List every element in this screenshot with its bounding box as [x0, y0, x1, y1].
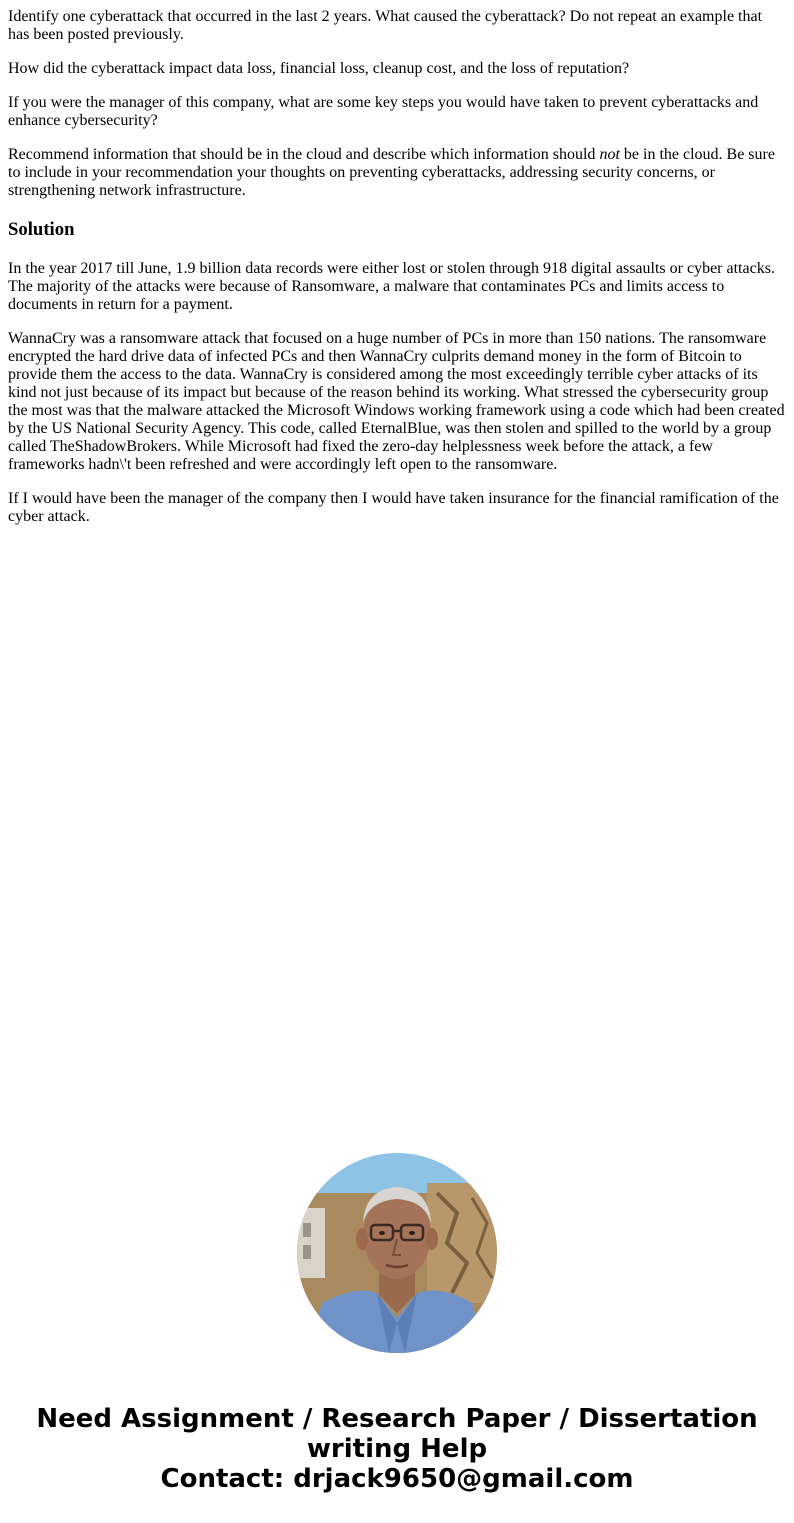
emphasis-not: not — [599, 146, 620, 163]
banner-line-2: writing Help — [306, 1434, 488, 1464]
question-paragraph-2: How did the cyberattack impact data loss, financial loss, cleanup cost, and the loss of reputation? — [8, 60, 630, 77]
solution-paragraph-2: WannaCry was a ransomware attack that focused on a huge number of PCs in more than 150 nations. The ransomware encrypted the hard drive data of infected PCs and then WannaCry culprits demand money in the form of Bitcoin to provide them the access to the data. WannaCry is considered among the most exceedingly terrible cyber attacks of its kind not just because of its impact but because of the reason behind its working. What stressed the cybersecurity group the most was that the malware attacked the Microsoft Windows working framework using a code which had been created by the US National Security Agency. This code, called EternalBlue, was then stolen and spilled to the world by a group called TheShadowBrokers. While Microsoft had fixed the zero-day helplessness week before the attack, a few frameworks hadn\'t been refreshed and were accordingly left open to the ransomware. — [8, 330, 785, 473]
question-paragraph-4 — [8, 146, 786, 200]
solution-heading: Solution — [8, 219, 75, 240]
author-avatar — [297, 1153, 497, 1353]
author-photo-icon — [297, 1153, 497, 1353]
question-paragraph-4-end: be in the cloud. Be sure to include in your recommendation your thoughts on preventing cyberattacks, addressing security concerns, or strengthening network infrastructure. — [8, 146, 775, 199]
question-paragraph-1: Identify one cyberattack that occurred in the last 2 years. What caused the cyberattack? Do not repeat an example that has been posted previously. — [8, 8, 763, 43]
document-body — [8, 8, 786, 542]
promo-banner — [0, 1404, 794, 1494]
solution-paragraph-1: In the year 2017 till June, 1.9 billion data records were either lost or stolen through 918 digital assaults or cyber attacks. The majority of the attacks were because of Ransomware, a malware that contaminates PCs and limits access to documents in return for a payment. — [8, 260, 775, 313]
solution-paragraph-3: If I would have been the manager of the company then I would have taken insurance for the financial ramification of the cyber attack. — [8, 490, 779, 525]
question-paragraph-3: If you were the manager of this company, what are some key steps you would have taken to prevent cyberattacks and enhance cybersecurity? — [8, 94, 759, 129]
banner-contact: Contact: drjack9650@gmail.com — [160, 1464, 634, 1494]
question-paragraph-4-start: Recommend information that should be in the cloud and describe which information should — [8, 146, 600, 163]
banner-line-1: Need Assignment / Research Paper / Dissertation — [36, 1404, 758, 1434]
